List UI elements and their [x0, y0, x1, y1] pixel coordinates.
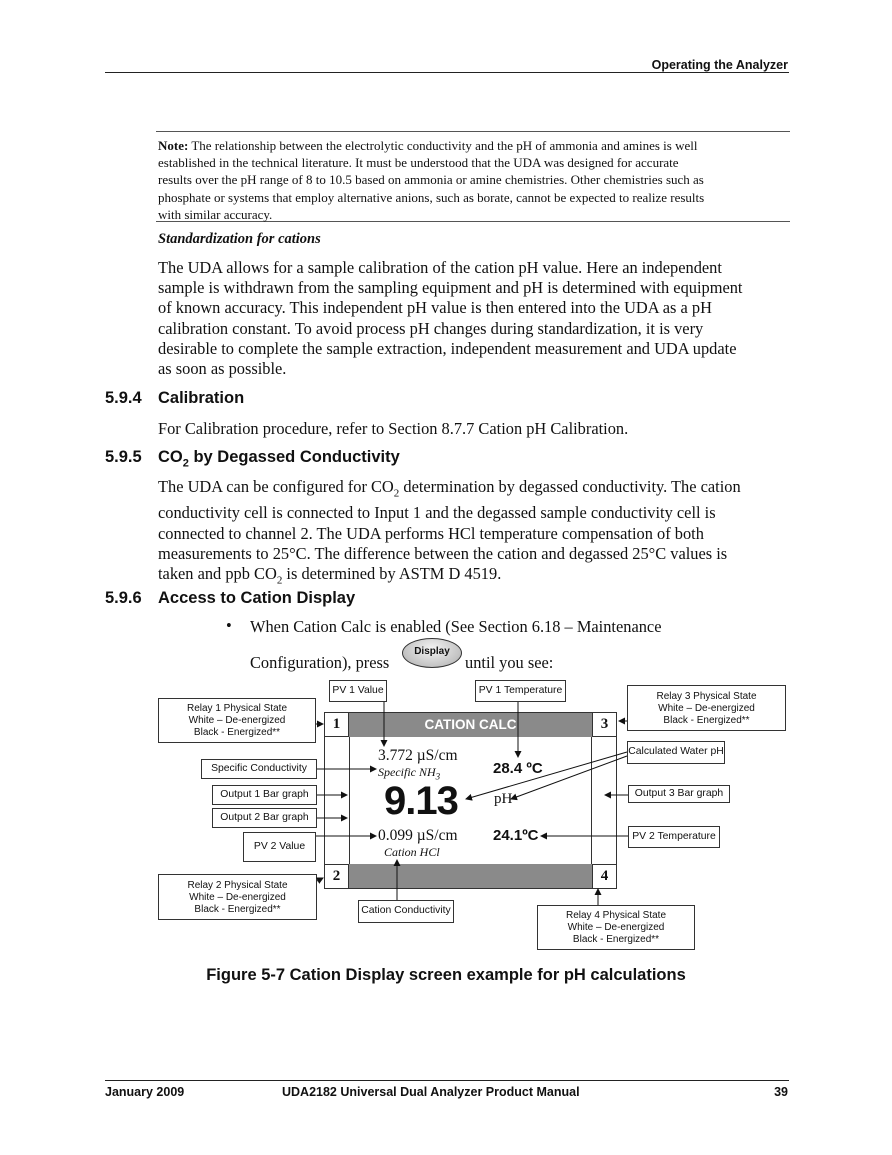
paragraph-line: as soon as possible.	[158, 359, 287, 379]
bullet-line: When Cation Calc is enabled (See Section 6.18 – Maintenance	[250, 617, 662, 636]
display-button-label: Display	[414, 646, 450, 657]
callout-line: White – De-energized	[188, 715, 286, 727]
callout-line: White – De-energized	[567, 922, 665, 934]
paragraph-line: measurements to 25°C. The difference between the cation and degassed 25°C values is	[158, 543, 728, 563]
relay-1-indicator: 1	[324, 712, 349, 737]
ph-unit: pH	[494, 791, 513, 807]
section-title: by Degassed Conductivity	[188, 448, 400, 466]
callout-pv2-value: PV 2 Value	[243, 832, 316, 862]
callout-output3-bar: Output 3 Bar graph	[628, 785, 730, 803]
callout-pv1-value: PV 1 Value	[329, 680, 387, 702]
note-line: established in the technical literature. It must be understood that the UDA was designed for accurate	[158, 155, 679, 171]
note-line: The relationship between the electrolytic conductivity and the pH of ammonia and amines is well	[188, 138, 698, 153]
callout-pv1-temperature: PV 1 Temperature	[475, 680, 566, 702]
callout-output2-bar: Output 2 Bar graph	[212, 808, 317, 828]
callout-line: Relay 4 Physical State	[565, 910, 667, 921]
arrow-water-ph-1	[466, 752, 627, 799]
relay-3-indicator: 3	[592, 712, 617, 737]
running-header: Operating the Analyzer	[651, 58, 788, 72]
callout-line: Relay 2 Physical State	[187, 880, 288, 891]
pv1-temperature: 28.4 ºC	[493, 760, 543, 777]
bullet-line-until: until you see:	[465, 653, 554, 672]
pv2-label: Cation HCl	[384, 845, 440, 859]
paragraph-line: sample is withdrawn from the sampling equipment and pH is determined with equipment	[158, 278, 743, 298]
standardization-heading: Standardization for cations	[158, 231, 321, 247]
section-title: Access to Cation Display	[158, 589, 356, 607]
figure-caption: Figure 5-7 Cation Display screen example for pH calculations	[206, 966, 686, 984]
callout-line: Relay 3 Physical State	[656, 691, 757, 702]
callout-line: Black - Energized**	[572, 934, 660, 946]
footer-date: January 2009	[105, 1085, 185, 1099]
paragraph-line: conductivity cell is connected to Input 1 and the degassed sample conductivity cell is	[158, 503, 716, 523]
text: The UDA can be configured for CO	[158, 477, 394, 496]
section-number: 5.9.5	[105, 448, 142, 466]
callout-line: White – De-energized	[658, 703, 755, 715]
callout-line: Relay 1 Physical State	[186, 703, 288, 714]
note-line: phosphate or systems that employ alternative anions, such as borate, cannot be expected to realize results	[158, 189, 705, 205]
arrow-water-ph-2	[511, 756, 627, 799]
footer-manual-title: UDA2182 Universal Dual Analyzer Product Manual	[282, 1085, 580, 1099]
callout-line: Black - Energized**	[194, 904, 281, 916]
callout-line: Black - Energized**	[193, 727, 281, 739]
footer-rule	[105, 1080, 789, 1081]
subscript: 2	[393, 487, 400, 500]
relay-2-indicator: 2	[324, 864, 349, 889]
section-title: CO	[158, 448, 183, 466]
paragraph-line: of known accuracy. This independent pH value is then entered into the UDA as a pH	[158, 298, 712, 318]
callout-line: Black - Energized**	[663, 715, 750, 727]
paragraph-line: desirable to complete the sample extraction, independent measurement and UDA update	[158, 338, 737, 358]
callout-output1-bar: Output 1 Bar graph	[212, 785, 317, 805]
note-line: results over the pH range of 8 to 10.5 based on ammonia or amine chemistries. Other chemistries such as	[158, 172, 704, 188]
relay-4-indicator: 4	[592, 864, 617, 889]
pv1-value: 3.772 µS/cm	[378, 747, 458, 764]
section-title: Calibration	[158, 389, 245, 407]
subscript: 3	[435, 771, 441, 782]
section-number: 5.9.6	[105, 589, 142, 607]
paragraph-line: The UDA allows for a sample calibration of the cation pH value. Here an independent	[158, 258, 722, 277]
pv2-value: 0.099 µS/cm	[378, 827, 458, 844]
pv2-temperature: 24.1ºC	[493, 827, 539, 844]
section-number: 5.9.4	[105, 389, 142, 407]
paragraph-line: calibration constant. To avoid process pH changes during standardization, it is very	[158, 318, 704, 338]
callout-cation-conductivity: Cation Conductivity	[358, 900, 454, 923]
note-label: Note:	[158, 138, 189, 153]
text: determination by degassed conductivity. The cation	[399, 477, 741, 496]
bullet-line-press: Configuration), press	[250, 653, 390, 672]
calibration-text: For Calibration procedure, refer to Section 8.7.7 Cation pH Calibration.	[158, 419, 629, 438]
page-number: 39	[774, 1085, 788, 1099]
subscript: 2	[182, 457, 189, 470]
text: Specific NH	[378, 765, 436, 779]
bullet: •	[226, 616, 232, 635]
callout-specific-conductivity: Specific Conductivity	[201, 759, 317, 779]
paragraph-line: connected to channel 2. The UDA performs HCl temperature compensation of both	[158, 523, 704, 543]
callout-line: White – De-energized	[189, 892, 286, 904]
arrow-relay2	[317, 878, 323, 881]
text: taken and ppb CO	[158, 564, 277, 584]
note-line: with similar accuracy.	[158, 206, 273, 222]
screen-title: CATION CALC	[424, 717, 517, 732]
callout-pv2-temperature: PV 2 Temperature	[628, 826, 720, 848]
ph-value: 9.13	[384, 779, 458, 823]
text: is determined by ASTM D 4519.	[282, 564, 502, 584]
callout-calculated-water-ph: Calculated Water pH	[627, 741, 725, 764]
subscript: 2	[276, 574, 283, 587]
